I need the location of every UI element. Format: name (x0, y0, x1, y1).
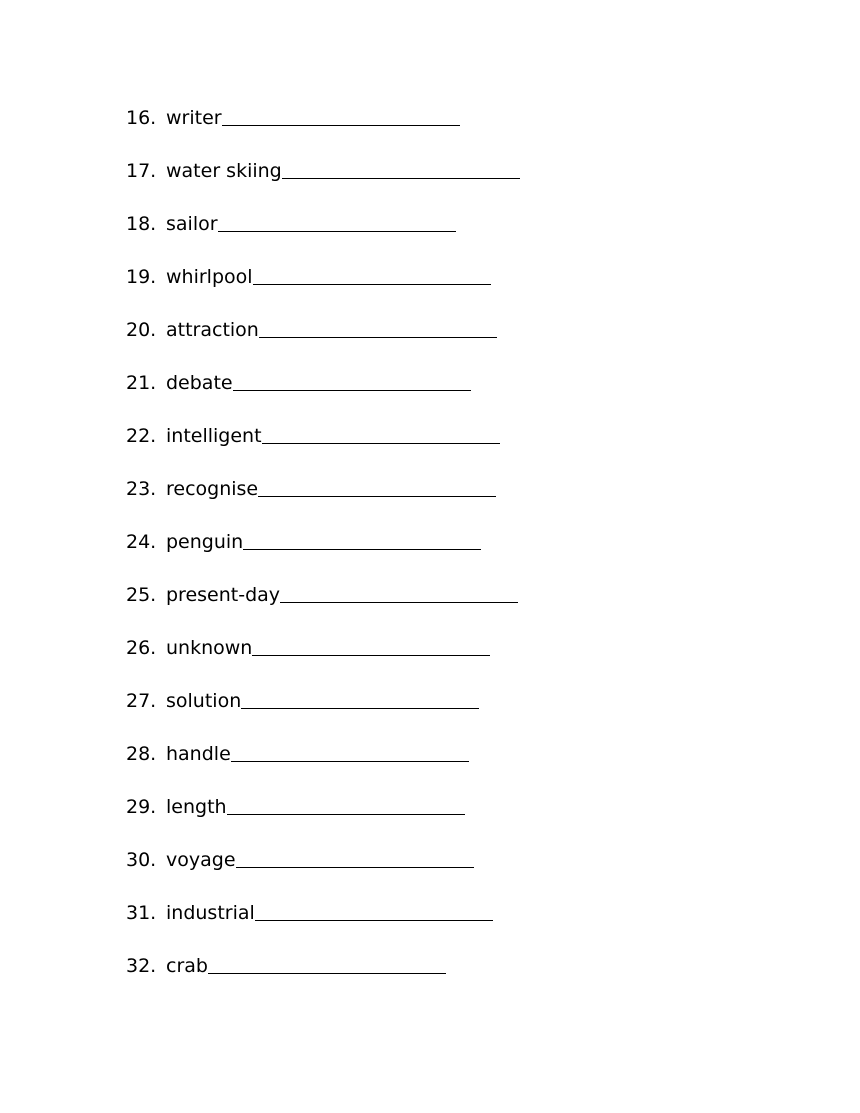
item-word: intelligent (166, 425, 262, 447)
item-number: 18. (126, 213, 157, 235)
answer-blank[interactable] (259, 316, 497, 338)
answer-blank[interactable] (241, 687, 479, 709)
list-item (126, 740, 520, 793)
item-word: unknown (166, 637, 253, 659)
list-item (126, 581, 520, 634)
answer-blank[interactable] (280, 581, 518, 603)
answer-blank[interactable] (231, 740, 469, 762)
answer-blank[interactable] (236, 846, 474, 868)
item-number: 20. (126, 319, 157, 341)
item-number: 16. (126, 107, 157, 129)
item-number: 17. (126, 160, 157, 182)
item-number: 23. (126, 478, 157, 500)
item-word: penguin (166, 531, 244, 553)
list-item (126, 157, 520, 210)
item-word: crab (166, 955, 208, 977)
item-number: 28. (126, 743, 157, 765)
answer-blank[interactable] (282, 157, 520, 179)
item-word: whirlpool (166, 266, 253, 288)
answer-blank[interactable] (252, 634, 490, 656)
item-number: 32. (126, 955, 157, 977)
list-item (126, 687, 520, 740)
list-item (126, 846, 520, 899)
item-number: 24. (126, 531, 157, 553)
item-number: 25. (126, 584, 157, 606)
answer-blank[interactable] (222, 104, 460, 126)
answer-blank[interactable] (255, 899, 493, 921)
list-item (126, 210, 520, 263)
item-number: 30. (126, 849, 157, 871)
item-number: 27. (126, 690, 157, 712)
item-number: 22. (126, 425, 157, 447)
item-word: solution (166, 690, 242, 712)
list-item (126, 316, 520, 369)
item-word: attraction (166, 319, 259, 341)
answer-blank[interactable] (262, 422, 500, 444)
list-item (126, 104, 520, 157)
item-number: 21. (126, 372, 157, 394)
list-item (126, 793, 520, 846)
answer-blank[interactable] (253, 263, 491, 285)
list-item (126, 952, 520, 1005)
item-word: voyage (166, 849, 236, 871)
list-item (126, 369, 520, 422)
list-item (126, 475, 520, 528)
item-word: writer (166, 107, 222, 129)
item-word: length (166, 796, 227, 818)
item-number: 26. (126, 637, 157, 659)
answer-blank[interactable] (218, 210, 456, 232)
item-word: present-day (166, 584, 281, 606)
item-number: 29. (126, 796, 157, 818)
answer-blank[interactable] (233, 369, 471, 391)
item-word: recognise (166, 478, 259, 500)
item-word: handle (166, 743, 231, 765)
item-number: 19. (126, 266, 157, 288)
vocabulary-list (126, 104, 520, 1005)
item-word: debate (166, 372, 233, 394)
item-number: 31. (126, 902, 157, 924)
answer-blank[interactable] (258, 475, 496, 497)
item-word: water skiing (166, 160, 282, 182)
list-item (126, 899, 520, 952)
answer-blank[interactable] (227, 793, 465, 815)
answer-blank[interactable] (208, 952, 446, 974)
list-item (126, 263, 520, 316)
item-word: industrial (166, 902, 255, 924)
item-word: sailor (166, 213, 218, 235)
list-item (126, 634, 520, 687)
list-item (126, 422, 520, 475)
list-item (126, 528, 520, 581)
answer-blank[interactable] (243, 528, 481, 550)
